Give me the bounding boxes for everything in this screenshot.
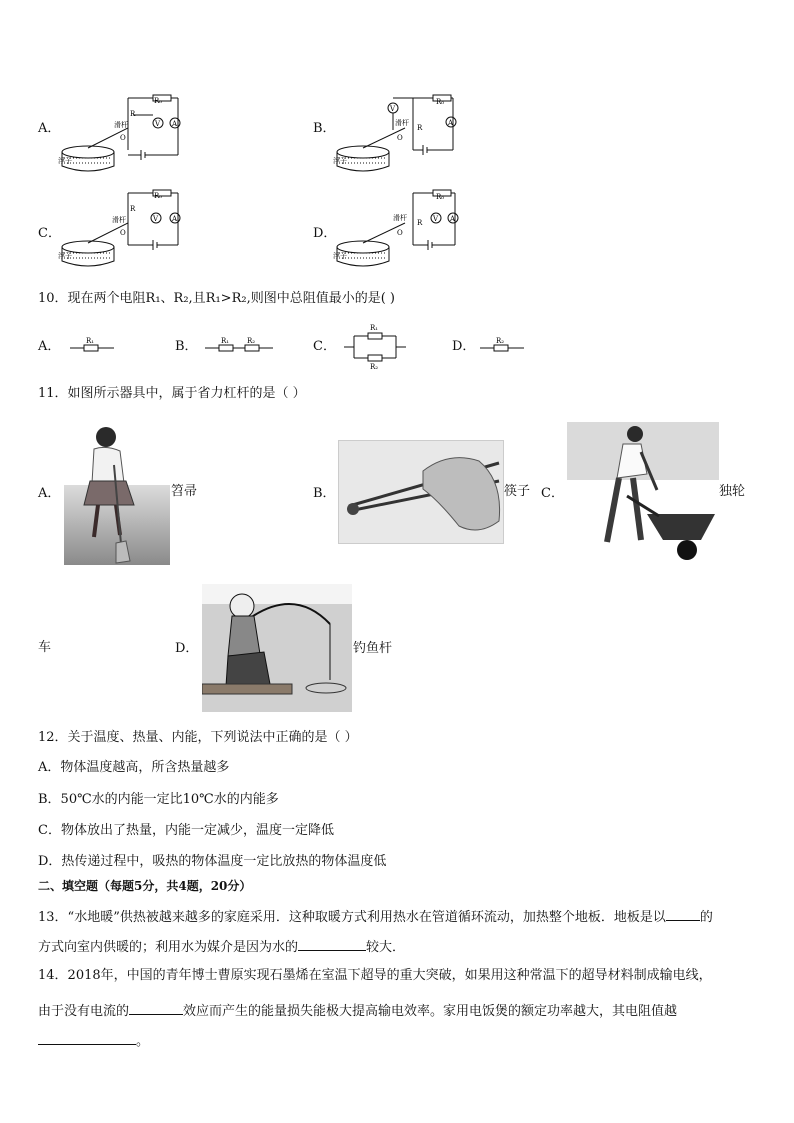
q9-option-a-label[interactable]: A． — [38, 121, 61, 136]
q11-option-a-label[interactable]: A． — [38, 486, 61, 501]
q14-line2-end: 效应而产生的能量损失能极大提高输电效率。家用电饭煲的额定功率越大，其电阻值越 — [183, 1004, 678, 1019]
q14-line2 — [38, 1002, 677, 1018]
q10a-r1: R₁ — [86, 337, 95, 345]
q9-option-d-label[interactable]: D． — [313, 226, 337, 241]
q9b-a: A — [448, 119, 454, 127]
q9c-r: R — [130, 205, 136, 213]
q12-option-b[interactable]: B．50℃水的内能一定比10℃水的内能多 — [38, 792, 279, 807]
q10-option-d-label[interactable]: D． — [452, 339, 476, 354]
q10b-r2: R₂ — [247, 337, 256, 345]
q11-option-c-label[interactable]: C． — [541, 486, 564, 501]
q10c-r1: R₁ — [370, 324, 379, 332]
q10-option-d-diagram — [478, 334, 526, 354]
q9d-float: 浮子 — [333, 252, 347, 260]
q9b-r0: R₀ — [436, 98, 445, 106]
q10c-r2: R₂ — [370, 363, 379, 370]
q9c-v: V — [153, 215, 159, 223]
q9a-r: R — [130, 110, 136, 118]
q11-chopsticks-photo — [338, 440, 504, 544]
q10-option-b-diagram — [203, 334, 275, 354]
q14-line1: 14．2018年，中国的青年博士曹原实现石墨烯在室温下超导的重大突破，如果用这种常温下的超导材料制成输电线， — [38, 968, 712, 983]
q10-option-a-label[interactable]: A． — [38, 339, 61, 354]
q9-circuit-c-diagram — [58, 185, 188, 275]
q9a-a: A — [172, 120, 178, 128]
q9-circuit-b-diagram — [333, 90, 463, 190]
q13-blank-1[interactable] — [666, 908, 700, 921]
q12-stem: 12．关于温度、热量、内能，下列说法中正确的是（ ） — [38, 730, 358, 745]
q9-circuit-d-diagram — [333, 185, 463, 275]
q11-option-d-label[interactable]: D． — [175, 641, 199, 656]
q9c-pivot: O — [120, 229, 126, 237]
q9-circuit-a-diagram — [58, 90, 188, 185]
q11-fishing-rod-photo — [202, 584, 352, 712]
q10-stem: 10．现在两个电阻R₁、R₂,且R₁>R₂,则图中总阻值最小的是( ) — [38, 291, 395, 306]
q13-line2-text: 方式向室内供暖的；利用水为媒介是因为水的 — [38, 940, 299, 955]
q11-option-a-name: 笤帚 — [171, 484, 198, 499]
q13-line1 — [38, 908, 713, 924]
q9a-pivot: O — [120, 134, 126, 142]
q9d-r: R — [417, 219, 423, 227]
q9a-v: V — [155, 120, 161, 128]
q11-option-d-name: 钓鱼杆 — [353, 641, 393, 656]
q12-option-a[interactable]: A．物体温度越高，所含热量越多 — [38, 760, 230, 775]
q13-line1-text: 13．“水地暖”供热被越来越多的家庭采用．这种取暖方式利用热水在管道循环流动，加热整个地板．地板是以 — [38, 910, 666, 925]
q10-option-c-diagram — [342, 320, 408, 370]
q9d-v: V — [433, 215, 439, 223]
q11-option-b-label[interactable]: B． — [313, 486, 336, 501]
q11-wheelbarrow-photo — [567, 422, 719, 562]
q9-option-c-label[interactable]: C． — [38, 226, 61, 241]
q9d-r0: R₀ — [436, 193, 445, 201]
q9c-float: 浮子 — [58, 252, 72, 260]
q13-line2-end: 较大． — [366, 940, 406, 955]
q9a-lever: 滑杆 — [114, 121, 128, 129]
q14-line3 — [38, 1032, 149, 1048]
q12-option-d[interactable]: D．热传递过程中，吸热的物体温度一定比放热的物体温度低 — [38, 854, 387, 869]
q9d-a: A — [450, 215, 456, 223]
q9c-lever: 滑杆 — [112, 216, 126, 224]
q9b-lever: 滑杆 — [395, 119, 409, 127]
q9a-r0: R₀ — [154, 97, 163, 105]
q9b-v: V — [390, 105, 396, 113]
q11-option-c-name-part2: 车 — [38, 640, 52, 655]
q12-option-c[interactable]: C．物体放出了热量，内能一定减少，温度一定降低 — [38, 823, 334, 838]
q10-option-a-diagram — [68, 334, 116, 354]
q14-blank-2[interactable] — [38, 1032, 136, 1045]
q9a-float: 浮子 — [58, 157, 72, 165]
q14-line3-end: 。 — [136, 1034, 150, 1049]
q9-option-b-label[interactable]: B． — [313, 121, 336, 136]
q11-stem: 11．如图所示器具中，属于省力杠杆的是（ ） — [38, 386, 306, 401]
q11-option-b-name: 筷子 — [504, 484, 531, 499]
q14-blank-1[interactable] — [129, 1002, 183, 1015]
q9d-pivot: O — [397, 229, 403, 237]
q10b-r1: R₁ — [221, 337, 230, 345]
q10-option-b-label[interactable]: B． — [175, 339, 198, 354]
q11-broom-photo — [64, 425, 170, 565]
q10d-r2: R₂ — [496, 337, 505, 345]
q13-line1-end: 的 — [699, 910, 713, 925]
q9c-r0: R₀ — [154, 192, 163, 200]
q9b-r: R — [417, 124, 423, 132]
q9d-lever: 滑杆 — [393, 214, 407, 222]
q9c-a: A — [172, 215, 178, 223]
q14-line2-text: 由于没有电流的 — [38, 1004, 130, 1019]
section-2-title: 二、填空题（每题5分，共4题，20分） — [38, 879, 252, 893]
q11-option-c-name-part1: 独轮 — [719, 484, 746, 499]
q13-line2 — [38, 938, 405, 954]
q10-option-c-label[interactable]: C． — [313, 339, 336, 354]
q9b-pivot: O — [397, 134, 403, 142]
q13-blank-2[interactable] — [298, 938, 366, 951]
q9b-float: 浮子 — [333, 157, 347, 165]
